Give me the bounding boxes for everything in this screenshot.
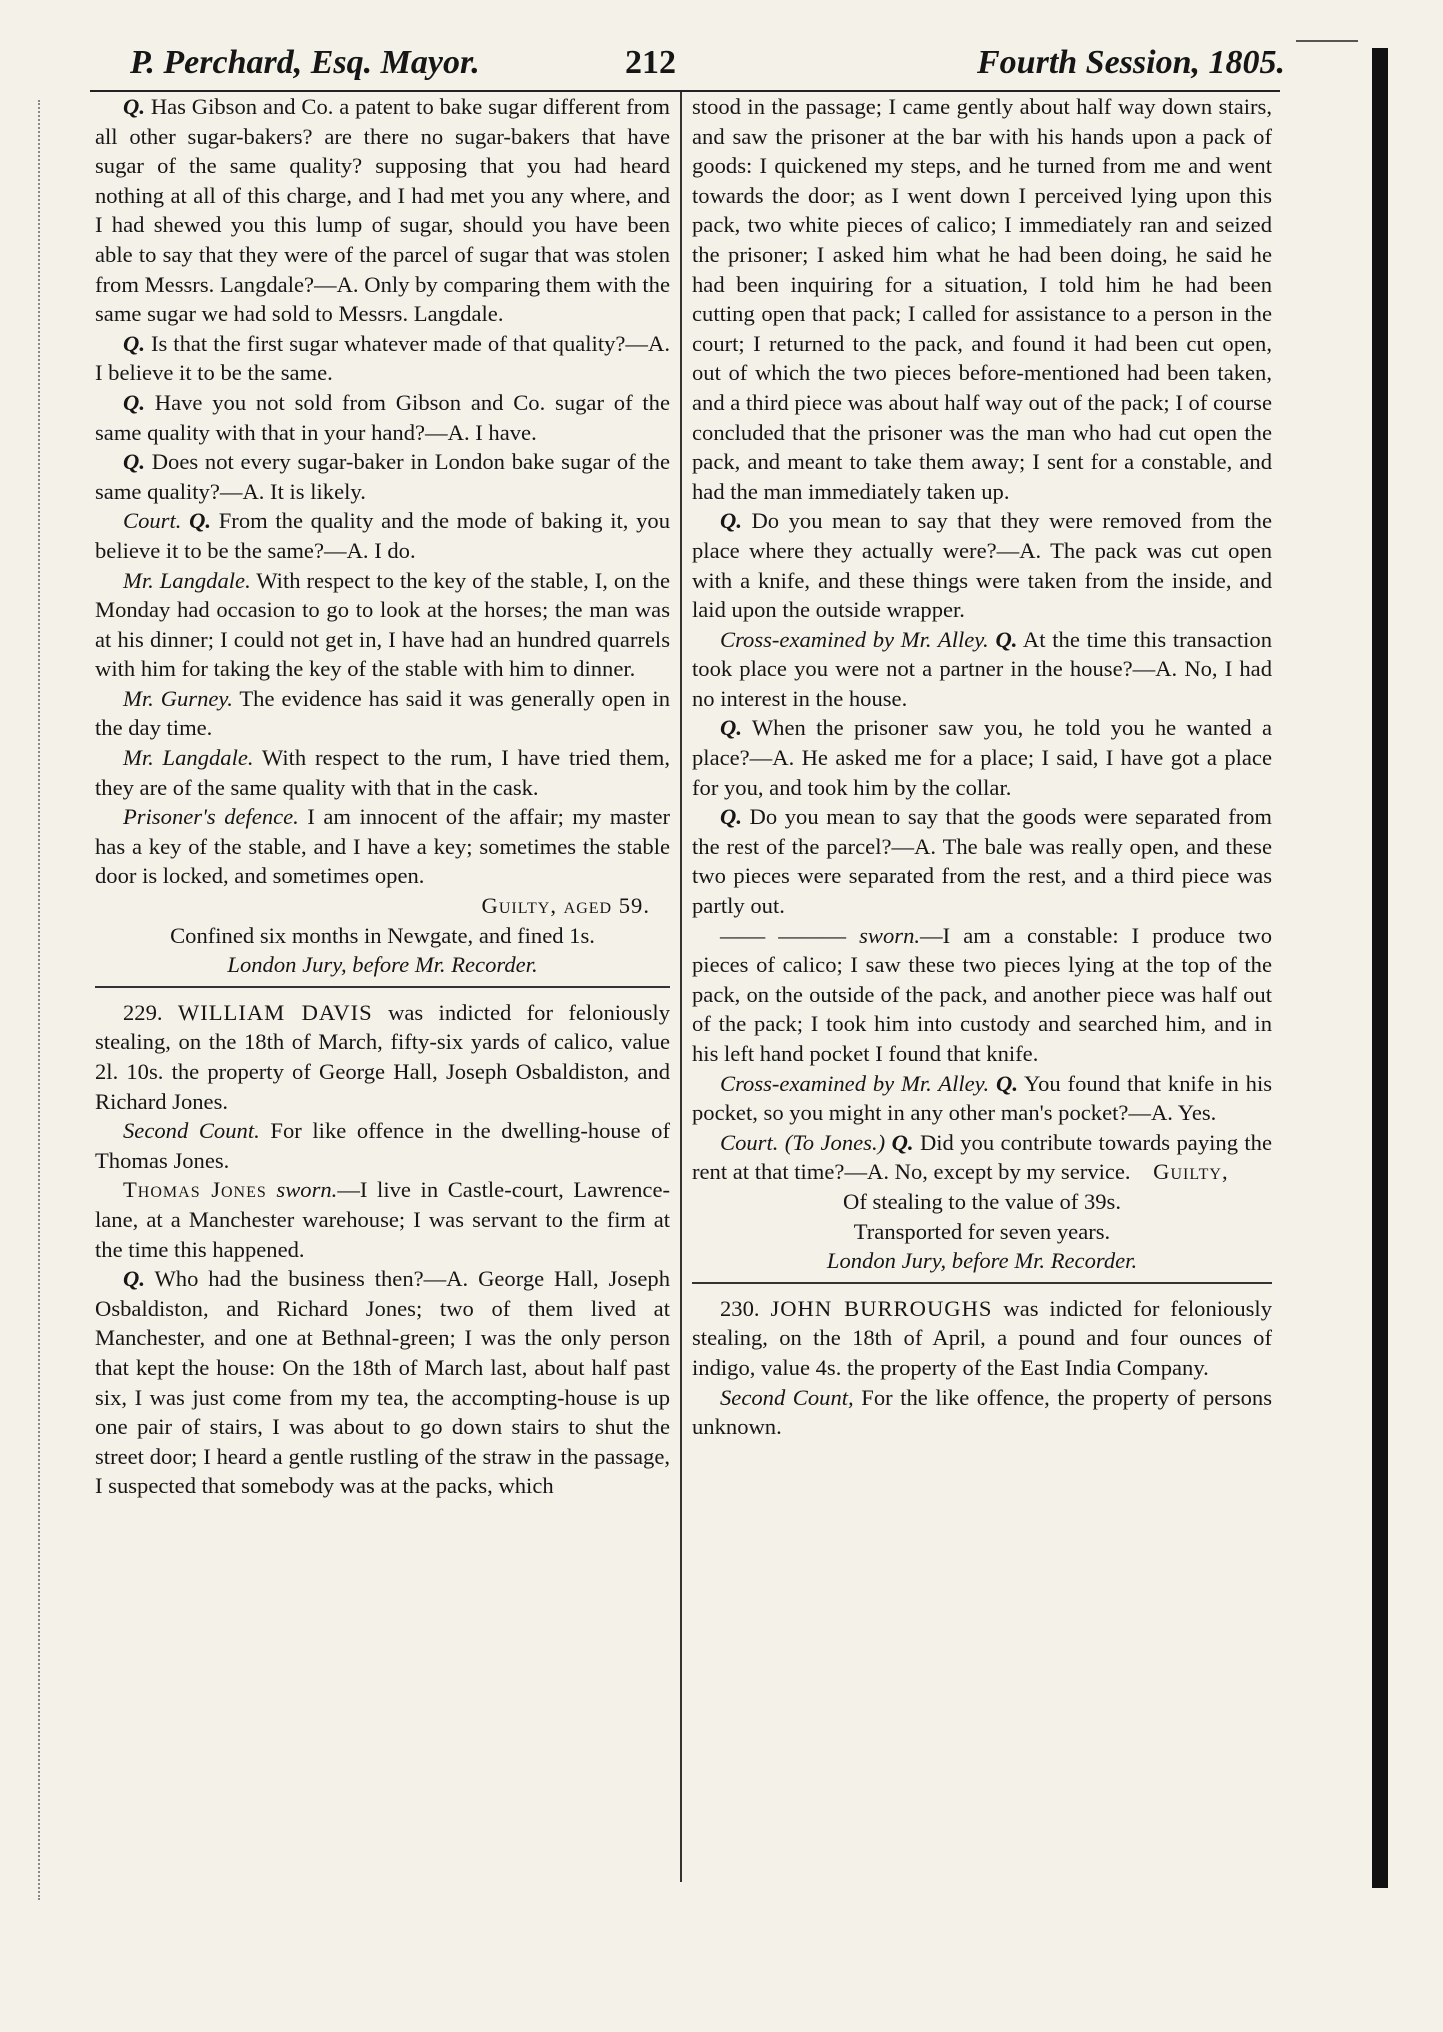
paragraph: Q. Has Gibson and Co. a patent to bake sugar different from all other sugar-bakers? are there no sugar-bakers that have sugar of the same quality? supposing that you had heard nothing at all of this charge, and I had met you any where, and I had shewed you this lump of sugar, should you have been able to say that they were of the parcel of sugar that was stolen from Messrs. Langdale?—A. Only by comparing them with the same sugar we had sold to Messrs. Langdale. — [95, 94, 670, 327]
paragraph: Q. When the prisoner saw you, he told you he wanted a place?—A. He asked me for a place; I said, I have got a place for you, and took him by the collar. — [692, 715, 1272, 800]
page-number: 212 — [625, 44, 676, 81]
header-mayor: P. Perchard, Esq. Mayor. — [130, 44, 480, 81]
paragraph: Second Count, For the like offence, the property of persons unknown. — [692, 1384, 1273, 1440]
paragraph: Court. (To Jones.) Q. Did you contribute towards paying the rent at that time?—A. No, except by my service. Guilty, — [692, 1129, 1273, 1185]
paragraph: Mr. Langdale. With respect to the key of the stable, I, on the Monday had occasion to go to look at the horses; the man was at his dinner; I could not get in, I have had an hundred quarrels with him for taking the key of the stable with him to dinner. — [95, 567, 670, 682]
paragraph: Cross-examined by Mr. Alley. Q. At the time this transaction took place you were not a partner in the house?—A. No, I had no interest in the house. — [692, 626, 1272, 711]
jury-line: London Jury, before Mr. Recorder. — [826, 1248, 1138, 1274]
case-heading: 229. WILLIAM DAVIS was indicted for feloniously stealing, on the 18th of March, fifty-six yards of calico, value 2l. 10s. the property of George Hall, Joseph Osbaldiston, and Richard Jones. — [95, 999, 670, 1114]
paragraph: Q. Is that the first sugar whatever made of that quality?—A. I believe it to be the same. — [95, 330, 670, 386]
paragraph: Second Count. For like offence in the dwelling-house of Thomas Jones. — [95, 1118, 670, 1173]
paragraph: Q. Who had the business then?—A. George Hall, Joseph Osbaldiston, and Richard Jones; two of them lived at Manchester, and one at Bethnal-green; I was the only person that kept the house: On the 18th of March last, about half past six, I was just come from my tea, the accompting-house is up one pair of stairs, I was about to go down stairs to shut the street door; I heard a gentle rustling of the straw in the passage, I suspected that somebody was at the packs, which — [95, 1266, 670, 1499]
paragraph: Court. Q. From the quality and the mode of baking it, you believe it to be the same?—A. I do. — [95, 508, 670, 563]
paragraph: stood in the passage; I came gently about half way down stairs, and saw the prisoner at the bar with his hands upon a pack of goods: I quickened my steps, and he turned from me and went towards the door; as I went down I perceived lying upon this pack, two white pieces of calico; I immediately ran and seized the prisoner; I asked him what he had been doing, he said he had been inquiring for a situation, I told him he had been cutting open that pack; I called for assistance to a person in the court; I returned to the pack, and found it had been cut open, out of which the two pieces before-mentioned had been taken, and a third piece was about half way out of the pack; I of course concluded that the prisoner was the man who had cut open the pack, and meant to take them away; I sent for a constable, and had the man immediately taken up. — [692, 94, 1272, 504]
paragraph: Q. Have you not sold from Gibson and Co. sugar of the same quality with that in your hand?—A. I have. — [95, 389, 670, 445]
paragraph: Cross-examined by Mr. Alley. Q. You found that knife in his pocket, so you might in any other man's pocket?—A. Yes. — [692, 1070, 1273, 1126]
sentence: Confined six months in Newgate, and fined 1s. — [170, 922, 595, 948]
case-separator — [95, 986, 670, 988]
paragraph: Thomas Jones sworn.—I live in Castle-court, Lawrence-lane, at a Manchester warehouse; I was servant to the firm at the time this happened. — [95, 1177, 670, 1262]
case-separator — [692, 1282, 1272, 1284]
verdict-detail: Of stealing to the value of 39s. — [843, 1188, 1121, 1214]
sentence: Transported for seven years. — [853, 1218, 1111, 1244]
paragraph: Q. Do you mean to say that the goods were separated from the rest of the parcel?—A. The bale was really open, and these two pieces were separated from the rest, and a third piece was partly out. — [692, 804, 1272, 919]
case-heading: 230. JOHN BURROUGHS was indicted for feloniously stealing, on the 18th of April, a pound and four ounces of indigo, value 4s. the property of the East India Company. — [692, 1295, 1273, 1380]
binding-edge — [1372, 48, 1388, 1888]
page-header — [85, 38, 1285, 88]
right-column — [692, 92, 1272, 1882]
paragraph: Prisoner's defence. I am innocent of the affair; my master has a key of the stable, and I have a key; sometimes the stable door is locked, and sometimes open. — [95, 804, 671, 889]
verdict: Guilty, — [1153, 1159, 1229, 1185]
left-column — [95, 92, 670, 1882]
corner-rule — [1296, 40, 1358, 42]
verdict: Guilty, aged 59. — [481, 893, 650, 919]
paragraph: Mr. Langdale. With respect to the rum, I have tried them, they are of the same quality with that in the cask. — [95, 745, 670, 800]
jury-line: London Jury, before Mr. Recorder. — [227, 952, 538, 978]
paragraph: Mr. Gurney. The evidence has said it was generally open in the day time. — [95, 685, 670, 741]
header-session: Fourth Session, 1805. — [977, 44, 1285, 81]
paragraph: Q. Does not every sugar-baker in London bake sugar of the same quality?—A. It is likely. — [95, 449, 670, 504]
column-divider — [680, 92, 682, 1882]
paragraph: Q. Do you mean to say that they were removed from the place where they actually were?—A. The pack was cut open with a knife, and these things were taken from the inside, and laid upon the outside wrapper. — [692, 508, 1272, 623]
margin-marks — [38, 100, 60, 1900]
paragraph: —— ——— sworn.—I am a constable: I produce two pieces of calico; I saw these two pieces lying at the top of the pack, on the outside of the pack, and another piece was half out of the pack; I took him into custody and searched him, and in his left hand pocket I found that knife. — [692, 922, 1272, 1066]
